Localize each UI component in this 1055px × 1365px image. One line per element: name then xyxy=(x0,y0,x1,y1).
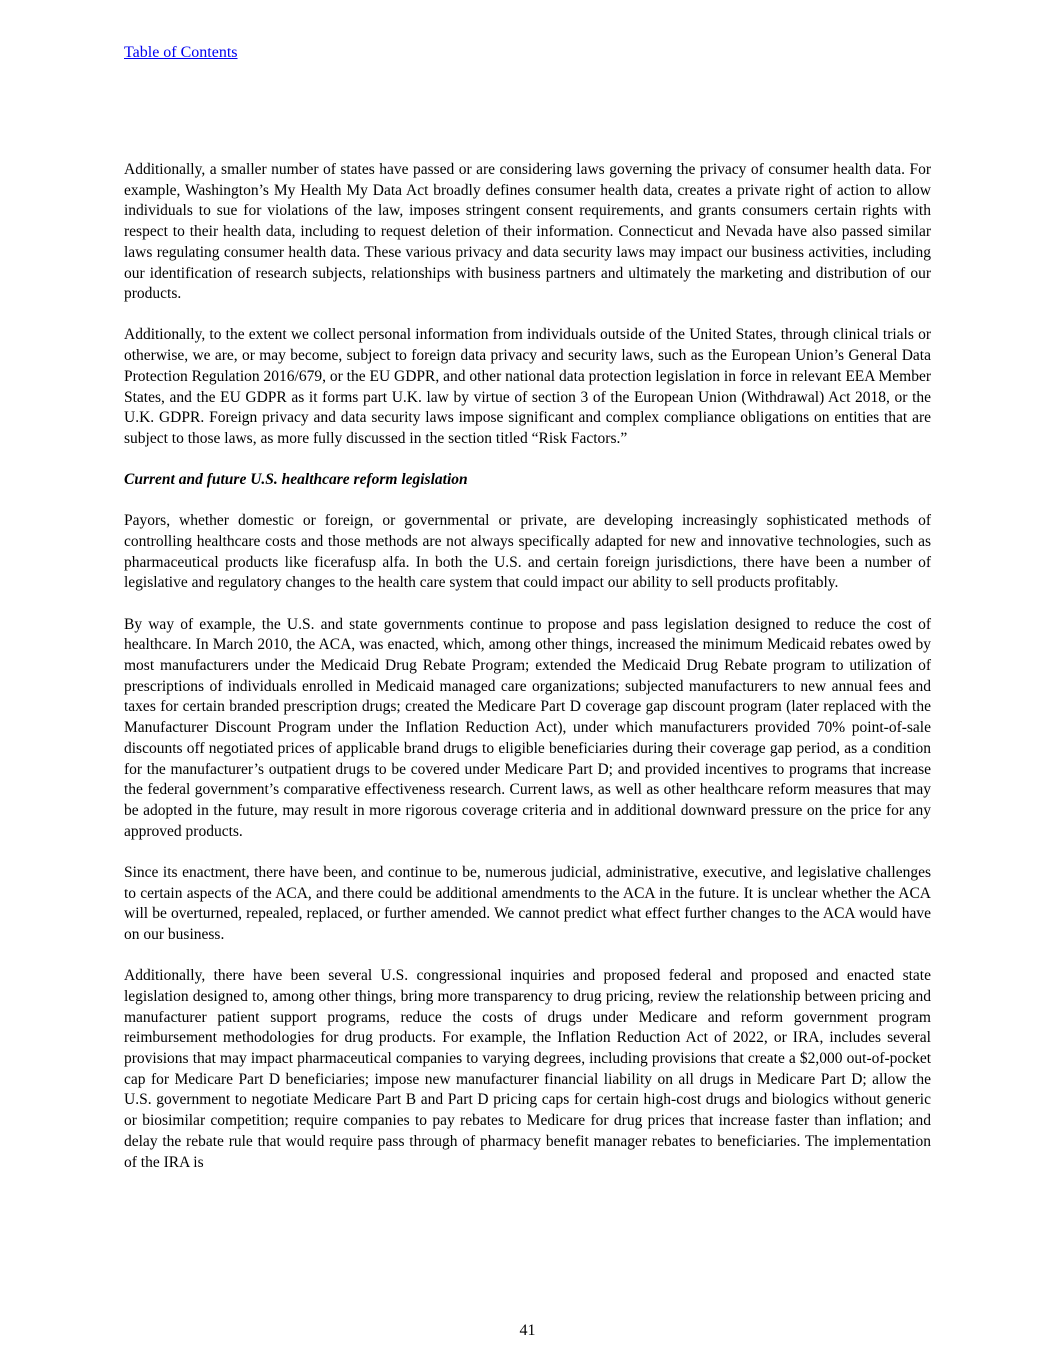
paragraph-ira: Additionally, there have been several U.S. congressional inquiries and proposed federal and proposed and enacted state legislation designed to, among other things, bring more transparency to drug pricing, review the relationship between pricing and manufacturer patient support programs, reduce the costs of drugs under Medicare and reform government program reimbursement methodologies for drug products. For example, the Inflation Reduction Act of 2022, or IRA, includes several provisions that may impact pharmaceutical companies to varying degrees, including provisions that create a $2,000 out-of-pocket cap for Medicare Part D beneficiaries; impose new manufacturer financial liability on all drugs in Medicare Part D; allow the U.S. government to negotiate Medicare Part B and Part D pricing caps for certain high-cost drugs and biologics without generic or biosimilar competition; require companies to pay rebates to Medicare for drug prices that increase faster than inflation; and delay the rebate rule that would require pass through of pharmacy benefit manager rebates to beneficiaries. The implementation of the IRA is xyxy=(124,967,931,1171)
paragraph-consumer-health-data: Additionally, a smaller number of states have passed or are considering laws governing the privacy of consumer health data. For example, Washington’s My Health My Data Act broadly defines consumer health data, creates a private right of action to allow individuals to sue for violations of the law, imposes stringent consent requirements, and grants consumers certain rights with respect to their health data, including to request deletion of their information. Connecticut and Nevada have also passed similar laws regulating consumer health data. These various privacy and data security laws may impact our business activities, including our identification of research subjects, relationships with business partners and ultimately the marketing and distribution of our products. xyxy=(124,161,931,303)
section-heading: Current and future U.S. healthcare reform legislation xyxy=(124,471,468,489)
paragraph-payors: Payors, whether domestic or foreign, or governmental or private, are developing increasingly sophisticated methods of controlling healthcare costs and those methods are not always specifically adapted for new and innovative technologies, such as pharmaceutical products like ficerafusp alfa. In both the U.S. and certain foreign jurisdictions, there have been a number of legislative and regulatory changes to the health care system that could impact our ability to sell products profitably. xyxy=(124,512,931,592)
document-body xyxy=(124,160,931,1194)
paragraph-foreign-data-privacy: Additionally, to the extent we collect personal information from individuals outside of the United States, through clinical trials or otherwise, we are, or may become, subject to foreign data privacy and security laws, such as the European Union’s General Data Protection Regulation 2016/679, or the EU GDPR, and other national data protection legislation in force in relevant EEA Member States, and the EU GDPR as it forms part U.K. law by virtue of section 3 of the European Union (Withdrawal) Act 2018, or the U.K. GDPR. Foreign privacy and data security laws impose significant and complex compliance obligations on entities that are subject to those laws, as more fully discussed in the section titled “Risk Factors.” xyxy=(124,326,931,447)
table-of-contents-link[interactable]: Table of Contents xyxy=(124,44,238,61)
paragraph-aca: By way of example, the U.S. and state governments continue to propose and pass legislation designed to reduce the cost of healthcare. In March 2010, the ACA, was enacted, which, among other things, increased the minimum Medicaid rebates owed by most manufacturers under the Medicaid Drug Rebate Program; extended the Medicaid Drug Rebate program to utilization of prescriptions of individuals enrolled in Medicaid managed care organizations; subjected manufacturers to new annual fees and taxes for certain branded prescription drugs; created the Medicare Part D coverage gap discount program (later replaced with the Manufacturer Discount Program under the Inflation Reduction Act), under which manufacturers provided 70% point-of-sale discounts off negotiated prices of applicable brand drugs to eligible beneficiaries during their coverage gap period, as a condition for the manufacturer’s outpatient drugs to be covered under Medicare Part D; and provided incentives to programs that increase the federal government’s comparative effectiveness research. Current laws, as well as other healthcare reform measures that may be adopted in the future, may result in more rigorous coverage criteria and in additional downward pressure on the price for any approved products. xyxy=(124,615,931,840)
page-number: 41 xyxy=(519,1322,536,1339)
paragraph-aca-challenges: Since its enactment, there have been, and continue to be, numerous judicial, administrative, executive, and legislative challenges to certain aspects of the ACA, and there could be additional amendments to the ACA in the future. It is unclear whether the ACA will be overturned, repealed, replaced, or further amended. We cannot predict what effect further changes to the ACA would have on our business. xyxy=(124,863,931,943)
